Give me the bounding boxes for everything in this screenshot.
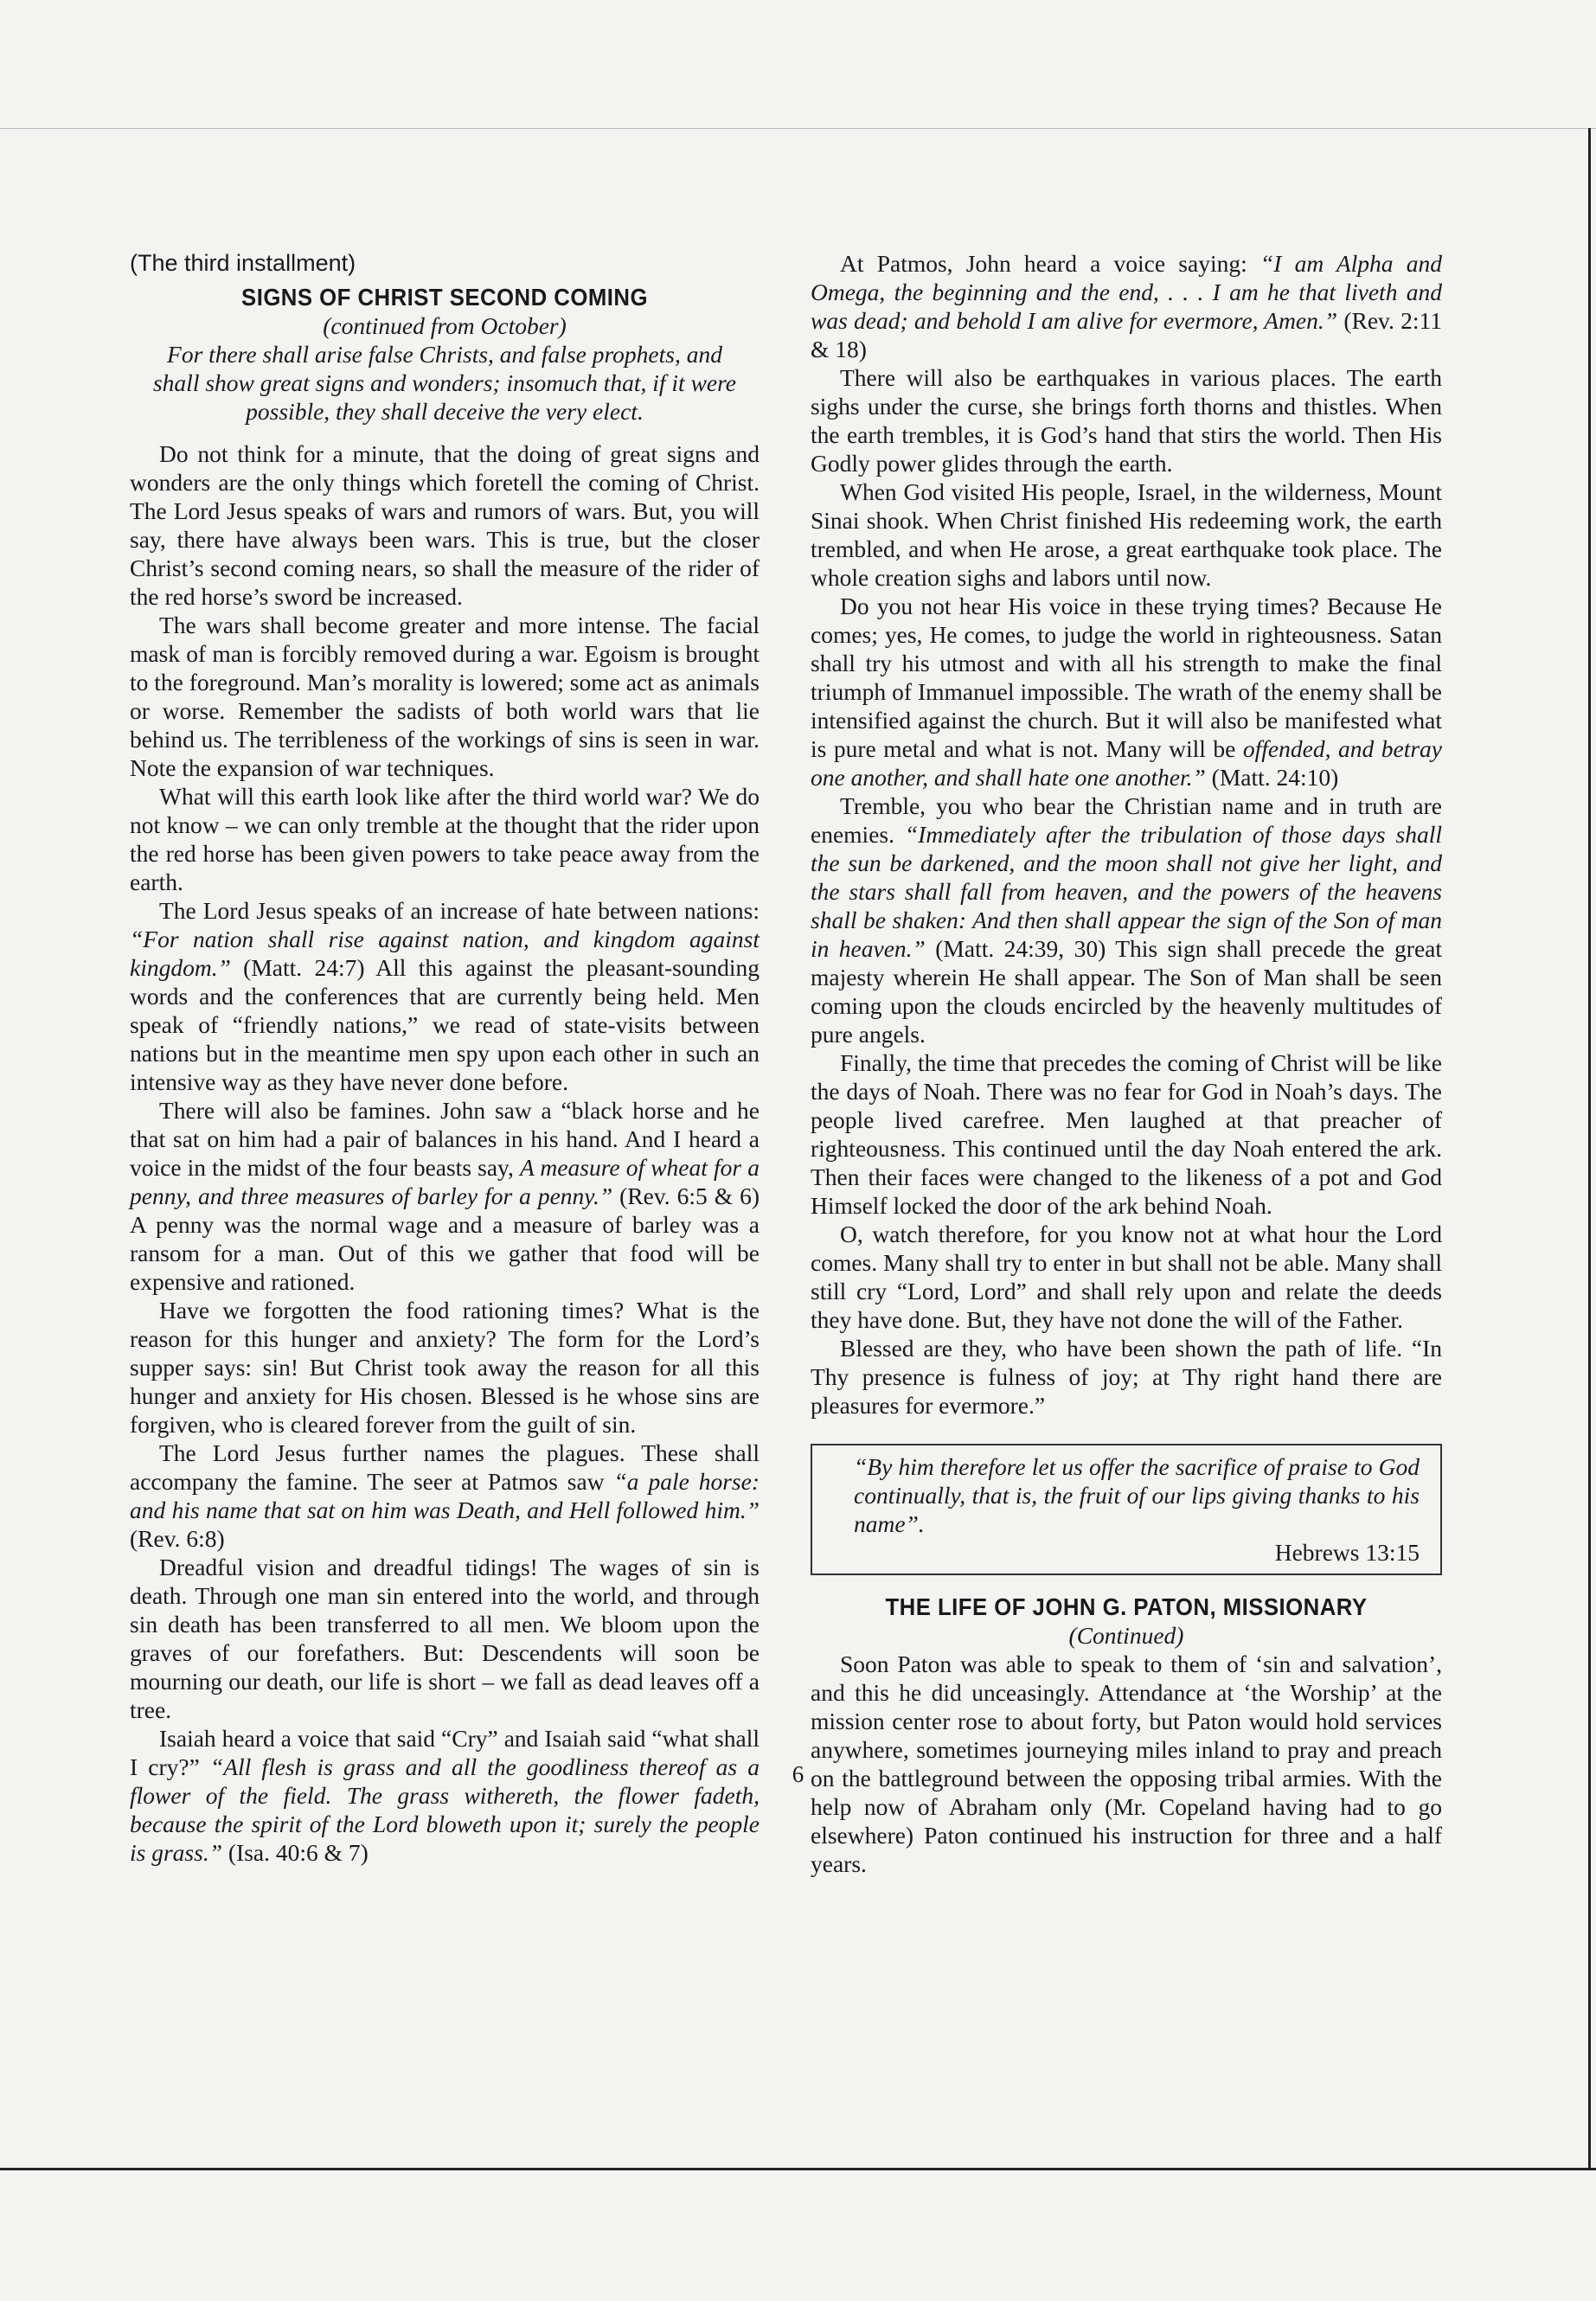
right-column	[811, 249, 1442, 1878]
paragraph	[811, 592, 1442, 792]
scripture-box	[811, 1444, 1442, 1575]
article-body-continued	[811, 249, 1442, 1420]
italic-quotation: A measure of wheat for a penny, and three measures of barley for a penny.”	[130, 1154, 760, 1209]
right-rule	[1588, 128, 1591, 2170]
text-run: Tremble, you who bear the Christian name and in truth are enemies.	[811, 792, 1442, 848]
italic-quotation: “I am Alpha and Omega, the beginning and the end, . . . I am he that liveth and was dead; and behold I am alive for evermore, Amen.”	[811, 250, 1442, 334]
page-number: 6	[792, 1761, 804, 1787]
bottom-rule	[0, 2168, 1596, 2170]
text-run: The Lord Jesus further names the plagues. These shall accompany the famine. The seer at Patmos saw	[130, 1439, 760, 1495]
paragraph	[130, 1553, 760, 1724]
text-run: At Patmos, John heard a voice saying:	[840, 250, 1260, 277]
text-run: There will also be earthquakes in various places. The earth sighs under the curse, she brings forth thorns and thistles. When the earth trembles, it is God’s hand that stirs the world. Then His Godly power glides through the earth.	[811, 364, 1442, 477]
scripture-reference: Hebrews 13:15	[1274, 1539, 1420, 1566]
paragraph	[130, 1724, 760, 1867]
text-run: (Isa. 40:6 & 7)	[222, 1839, 369, 1866]
text-run: Blessed are they, who have been shown the path of life. “In Thy presence is fulness of joy; at Thy right hand there are pleasures for evermore.”	[811, 1335, 1442, 1419]
text-run: (Rev. 6:8)	[130, 1525, 225, 1552]
italic-quotation: “For nation shall rise against nation, and kingdom against kingdom.”	[130, 926, 760, 981]
paragraph	[811, 249, 1442, 363]
text-run: (Rev. 6:5 & 6) A penny was the normal wage and a measure of barley was a ransom for a man. Out of this we gather that food will be expensive and rationed.	[130, 1183, 760, 1295]
left-column	[130, 249, 760, 1867]
text-run: Have we forgotten the food rationing times? What is the reason for this hunger and anxiety? The form for the Lord’s supper says: sin! But Christ took away the reason for all this hunger and anxiety for His chosen. Blessed is he whose sins are forgiven, who is cleared forever from the guilt of sin.	[130, 1297, 760, 1438]
article-body	[130, 439, 760, 1867]
text-run: There will also be famines. John saw a “black horse and he that sat on him had a pair of balances in his hand. And I heard a voice in the midst of the four beasts say,	[130, 1097, 760, 1181]
text-run: When God visited His people, Israel, in the wilderness, Mount Sinai shook. When Christ finished His redeeming work, the earth trembled, and when He arose, a great earthquake took place. The whole creation sighs and labors until now.	[811, 478, 1442, 591]
epigraph: For there shall arise false Christs, and false prophets, and shall show great signs and wonders; insomuch that, if it were possible, they shall deceive the very elect.	[152, 341, 737, 425]
paragraph	[130, 1439, 760, 1553]
text-run: O, watch therefore, for you know not at what hour the Lord comes. Many shall try to enter in but shall not be able. Many shall still cry “Lord, Lord” and shall rely upon and relate the deeds they have done. But, they have not done the will of the Father.	[811, 1221, 1442, 1333]
italic-quotation: “a pale horse: and his name that sat on him was Death, and Hell followed him.”	[130, 1468, 760, 1523]
text-run: Isaiah heard a voice that said “Cry” and Isaiah said “what shall I cry?”	[130, 1725, 760, 1780]
paragraph	[130, 439, 760, 611]
text-run: The wars shall become greater and more intense. The facial mask of man is forcibly removed during a war. Egoism is brought to the foreground. Man’s morality is lowered; some act as animals or worse. Remember the sadists of both world wars that lie behind us. The terribleness of the workings of sins is seen in war. Note the expansion of war techniques.	[130, 612, 760, 781]
text-run: The Lord Jesus speaks of an increase of hate between nations:	[159, 897, 760, 924]
text-run: Soon Paton was able to speak to them of ‘sin and salvation’, and this he did unceasingly. Attendance at ‘the Worship’ at the mission center rose to about forty, but Paton would hold services anywhere, sometimes journeying miles inland to pray and preach on the battleground between the opposing tribal armies. With the help now of Abraham only (Mr. Copeland having had to go elsewhere) Paton continued his instruction for three and a half years.	[811, 1650, 1442, 1877]
paragraph	[130, 1096, 760, 1296]
paragraph	[130, 1296, 760, 1439]
text-run: Do you not hear His voice in these trying times? Because He comes; yes, He comes, to judge the world in righteousness. Satan shall try his utmost and with all his strength to make the final triumph of Immanuel impossible. The wrath of the enemy shall be intensified against the church. But it will also be manifested what is pure metal and what is not. Many will be	[811, 593, 1442, 762]
text-run: (Matt. 24:10)	[1205, 764, 1339, 791]
paragraph	[811, 363, 1442, 478]
installment-label: (The third installment)	[130, 250, 356, 276]
continued-note: (continued from October)	[323, 312, 567, 339]
paragraph	[130, 896, 760, 1096]
paragraph	[811, 792, 1442, 1048]
paragraph	[811, 1220, 1442, 1334]
paragraph	[811, 478, 1442, 592]
top-rule	[0, 128, 1596, 129]
italic-quotation: “All flesh is grass and all the goodliness thereof as a flower of the field. The grass withereth, the flower fadeth, because the spirit of the Lord bloweth upon it; surely the people is grass.”	[130, 1753, 760, 1866]
paragraph	[130, 611, 760, 782]
text-run: (Rev. 2:11 & 18)	[811, 307, 1442, 362]
italic-quotation: “Immediately after the tribulation of those days shall the sun be darkened, and the moon shall not give her light, and the stars shall fall from heaven, and the powers of the heavens shall be shaken: And then shall appear the sign of the Son of man in heaven.”	[811, 821, 1442, 962]
paragraph	[811, 1334, 1442, 1420]
paragraph	[130, 782, 760, 896]
italic-quotation: offended, and betray one another, and shall hate one another.”	[811, 735, 1442, 791]
scripture-quote: “By him therefore let us offer the sacrifice of praise to God continually, that is, the fruit of our lips giving thanks to his name”.	[854, 1453, 1420, 1537]
text-run: Dreadful vision and dreadful tidings! The wages of sin is death. Through one man sin entered into the world, and through sin death has been transferred to all men. We bloom upon the graves of our forefathers. But: Descendents will soon be mourning our death, our life is short – we fall as dead leaves off a tree.	[130, 1554, 760, 1723]
text-run: What will this earth look like after the third world war? We do not know – we can only tremble at the thought that the rider upon the red horse has been given powers to take peace away from the earth.	[130, 783, 760, 895]
article2-continued: (Continued)	[1068, 1622, 1184, 1649]
article2-title: THE LIFE OF JOHN G. PATON, MISSIONARY	[885, 1593, 1368, 1620]
paragraph	[811, 1048, 1442, 1220]
text-run: (Matt. 24:7) All this against the pleasant-sounding words and the conferences that are currently being held. Men speak of “friendly nations,” we read of state-visits between nations but in the meantime men spy upon each other in such an intensive way as they have never done before.	[130, 954, 760, 1095]
text-run: Do not think for a minute, that the doing of great signs and wonders are the only things which foretell the coming of Christ. The Lord Jesus speaks of wars and rumors of wars. But, you will say, there have always been wars. This is true, but the closer Christ’s second coming nears, so shall the measure of the rider of the red horse’s sword be increased.	[130, 440, 760, 610]
text-run: Finally, the time that precedes the coming of Christ will be like the days of Noah. There was no fear for God in Noah’s days. The people lived carefree. Men laughed at that preacher of righteousness. This continued until the day Noah entered the ark. Then their faces were changed to the likeness of a pot and God Himself locked the door of the ark behind Noah.	[811, 1049, 1442, 1219]
text-run: (Matt. 24:39, 30) This sign shall precede the great majesty wherein He shall appear. The Son of Man shall be seen coming upon the clouds encircled by the heavenly multitudes of pure angels.	[811, 935, 1442, 1048]
article-title: SIGNS OF CHRIST SECOND COMING	[241, 284, 648, 311]
